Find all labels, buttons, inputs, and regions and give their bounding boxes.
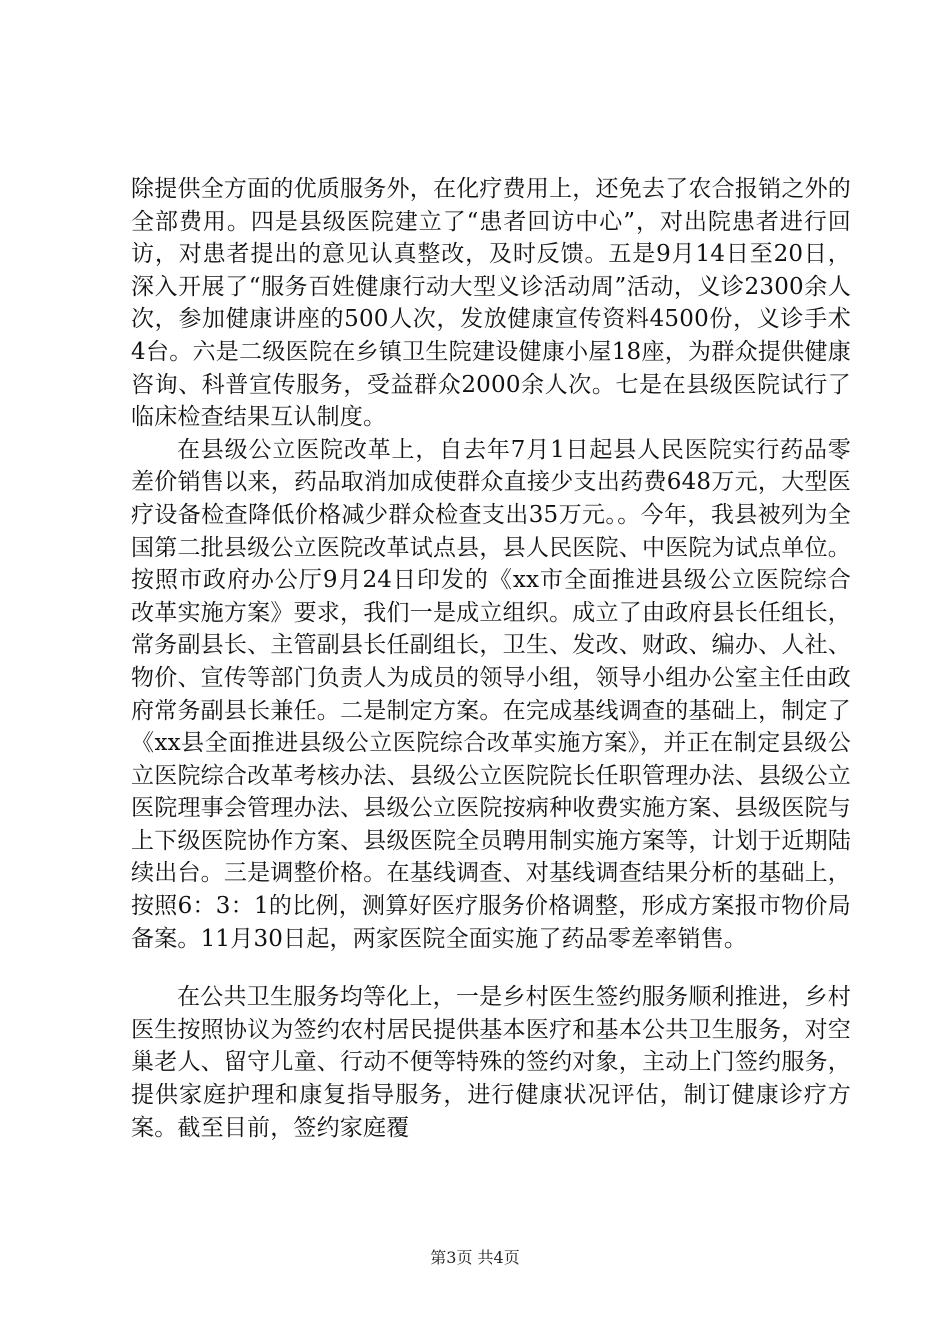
paragraph-continuation: 除提供全方面的优质服务外，在化疗费用上，还免去了农合报销之外的全部费用。四是县级医院建立了“患者回访中心”，对出院患者进行回访，对患者提出的意见认真整改，及时反馈。五是9月14日至20日，深入开展了“服务百姓健康行动大型义诊活动周”活动，义诊2300余人次，参加健康讲座的500人次，发放健康宣传资料4500份，义诊手术4台。六是二级医院在乡镇卫生院建设健康小屋18座，为群众提供健康咨询、科普宣传服务，受益群众2000余人次。七是在县级医院试行了临床检查结果互认制度。 — [131, 176, 851, 431]
paragraph-county-hospital-reform: 在县级公立医院改革上，自去年7月1日起县人民医院实行药品零差价销售以来，药品取消加成使群众直接少支出药费648万元，大型医疗设备检查降低价格减少群众检查支出35万元。。今年，我县被列为全国第二批县级公立医院改革试点县，县人民医院、中医院为试点单位。按照市政府办公厅9月24日印发的《xx市全面推进县级公立医院综合改革实施方案》要求，我们一是成立组织。成立了由政府县长任组长，常务副县长、主管副县长任副组长，卫生、发改、财政、编办、人社、物价、宣传等部门负责人为成员的领导小组，领导小组办公室主任由政府常务副县长兼任。二是制定方案。在完成基线调查的基础上，制定了《xx县全面推进县级公立医院综合改革实施方案》，并正在制定县级公立医院综合改革考核办法、县级公立医院院长任职管理办法、县级公立医院理事会管理办法、县级公立医院按病种收费实施方案、县级医院与上下级医院协作方案、县级医院全员聘用制实施方案等，计划于近期陆续出台。三是调整价格。在基线调查、对基线调查结果分析的基础上，按照6：3：1的比例，测算好医疗服务价格调整，形成方案报市物价局备案。11月30日起，两家医院全面实施了药品零差率销售。 — [131, 436, 851, 952]
page-footer: 第3页 共4页 — [430, 1248, 520, 1267]
paragraph-public-health-equalization: 在公共卫生服务均等化上，一是乡村医生签约服务顺利推进，乡村医生按照协议为签约农村居民提供基本医疗和基本公共卫生服务，对空巢老人、留守儿童、行动不便等特殊的签约对象，主动上门签约服务，提供家庭护理和康复指导服务，进行健康状况评估，制订健康诊疗方案。截至目前，签约家庭覆 — [131, 984, 851, 1141]
document-body — [131, 173, 851, 1144]
